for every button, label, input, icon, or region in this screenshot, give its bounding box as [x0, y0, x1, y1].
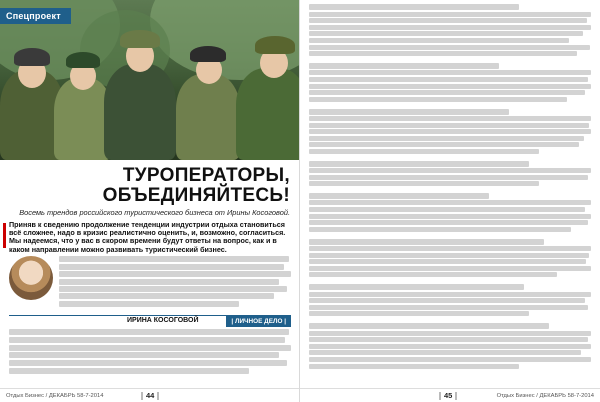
lead-paragraph: Приняв к сведению продолжение тенденции индустрии отдыха становиться всё сложнее, надо в кризис реалистично оценить, и, возможно, согласиться. Мы надеемся, что у вас в скором времени будут ответы на вопрос, как и в каком направлении можно развивать туристический бизнес.: [9, 220, 286, 254]
right-footer-magazine: Отдых Бизнес / ДЕКАБРЬ 58-7-2014: [496, 393, 594, 399]
headline-line-1: ТУРОПЕРАТОРЫ,: [122, 165, 290, 186]
author-portrait: [9, 256, 53, 300]
article-point: [309, 108, 591, 155]
point-heading: [309, 160, 591, 168]
right-footer: [300, 388, 600, 402]
point-heading: [309, 284, 591, 292]
point-body: [309, 200, 591, 233]
author-name: ИРИНА КОСОГОВОЙ: [127, 317, 199, 324]
point-body: [309, 116, 591, 156]
point-body: [309, 70, 591, 103]
point-heading: [309, 238, 591, 246]
article-point: [309, 63, 591, 104]
article-point: [309, 238, 591, 279]
bio-label: | ЛИЧНОЕ ДЕЛО |: [226, 316, 291, 327]
byline-bar: [9, 315, 291, 326]
intro-text: [59, 256, 291, 308]
right-page-number: [436, 391, 460, 400]
point-body: [309, 292, 591, 318]
headline-line-2: ОБЪЕДИНЯЙТЕСЬ!: [102, 185, 290, 206]
point-body: [309, 331, 591, 371]
left-footer-magazine: Отдых Бизнес / ДЕКАБРЬ 58-7-2014: [6, 393, 104, 399]
lead-accent-bar: [3, 223, 6, 248]
point-heading: [309, 108, 591, 116]
article-point: [309, 160, 591, 187]
point-heading: [309, 4, 591, 12]
point-body: [309, 246, 591, 279]
right-page-number-text: 45: [444, 391, 453, 400]
article-point: [309, 323, 591, 370]
article-point: [309, 193, 591, 234]
article-point: [309, 284, 591, 318]
article-point: [309, 4, 591, 58]
section-tag: Спецпроект: [0, 8, 71, 24]
headline: [0, 166, 300, 206]
left-page-number: [138, 391, 162, 400]
point-body: [309, 168, 591, 188]
left-page-number-text: 44: [146, 391, 155, 400]
cover-photo: [0, 0, 300, 160]
left-footer: [0, 388, 300, 402]
right-page: [300, 0, 600, 402]
subtitle: Восемь трендов российского туристического бизнеса от Ирины Косоговой.: [19, 208, 290, 217]
point-heading: [309, 323, 591, 331]
point-body: [309, 12, 591, 58]
point-heading: [309, 63, 591, 71]
article-column: [309, 4, 591, 375]
author-bio: [9, 329, 291, 375]
point-heading: [309, 193, 591, 201]
